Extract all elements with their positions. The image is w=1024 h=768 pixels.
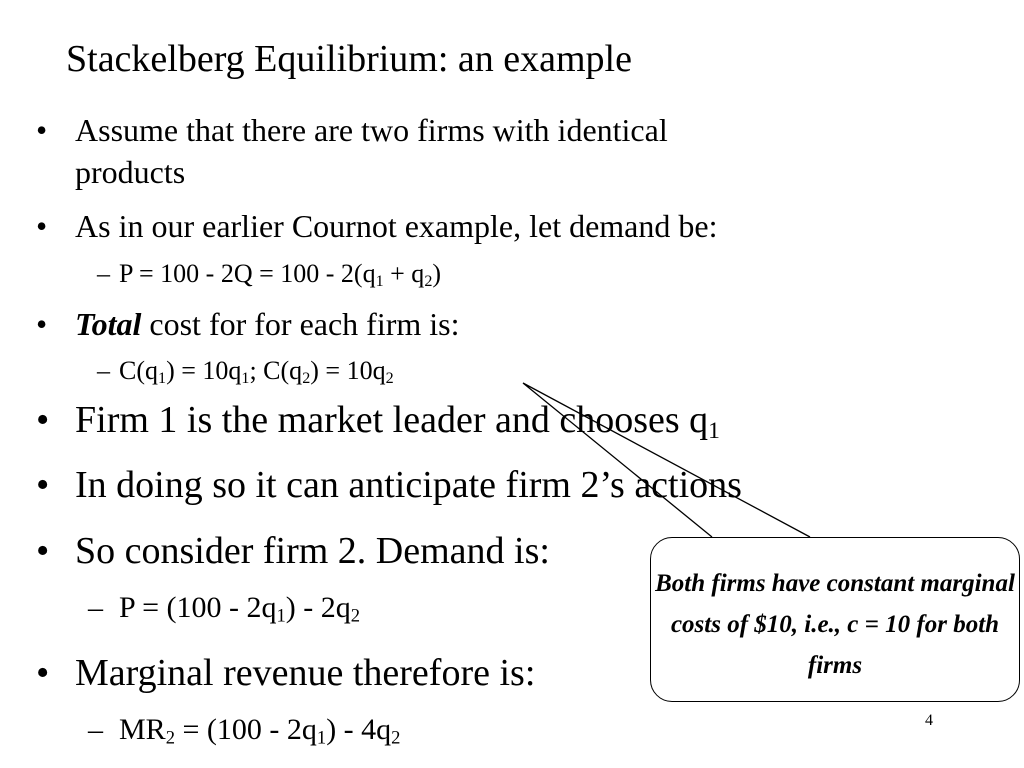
bullet-text-assume: Assume that there are two firms with identical <box>75 112 668 148</box>
bullet-marker: • <box>36 399 50 441</box>
bullet-text-leader: Firm 1 is the market leader and chooses $q_1$ <box>75 399 720 444</box>
sub-bullet-marker: – <box>88 591 103 624</box>
bullet-text-anticipate: In doing so it can anticipate firm 2’s actions <box>75 464 742 506</box>
sub-bullet-marker: – <box>97 356 110 385</box>
sub-bullet-marker: – <box>97 259 110 288</box>
bullet-marker: • <box>36 112 48 148</box>
slide-number: 4 <box>925 712 933 729</box>
bullet-text-demand: As in our earlier Cournot example, let demand be: <box>75 208 718 244</box>
callout-text: Both firms have constant marginal costs of $10, i.e., c = 10 for both firms <box>655 570 1015 679</box>
bullet-marker: • <box>36 530 50 572</box>
slide-title: Stackelberg Equilibrium: an example <box>66 38 632 80</box>
bullet-text-assume-cont: products <box>75 154 186 190</box>
sub-bullet-marker: – <box>88 713 103 746</box>
cost-equation: $C(q_1) = 10q_1$; $C(q_2) = 10q_2$ <box>119 356 394 388</box>
callout-box <box>650 537 1020 702</box>
bullet-text-total-cost: Total cost for for each firm is: <box>75 306 460 342</box>
bullet-text-firm2: So consider firm 2. Demand is: <box>75 530 550 572</box>
firm2-demand-equation: $P = (100 - 2q_1) - 2q_2$ <box>119 591 361 627</box>
bullet-marker: • <box>36 464 50 506</box>
bullet-marker: • <box>36 208 48 244</box>
bullet-marker: • <box>36 306 48 342</box>
demand-equation: $P = 100 - 2Q = 100 - 2(q_1 + q_2)$ <box>119 259 442 291</box>
bullet-text-marginal-revenue: Marginal revenue therefore is: <box>75 652 536 694</box>
marginal-revenue-equation: $MR_2 = (100 - 2q_1) - 4q_2$ <box>119 713 401 749</box>
bullet-marker: • <box>36 652 50 694</box>
